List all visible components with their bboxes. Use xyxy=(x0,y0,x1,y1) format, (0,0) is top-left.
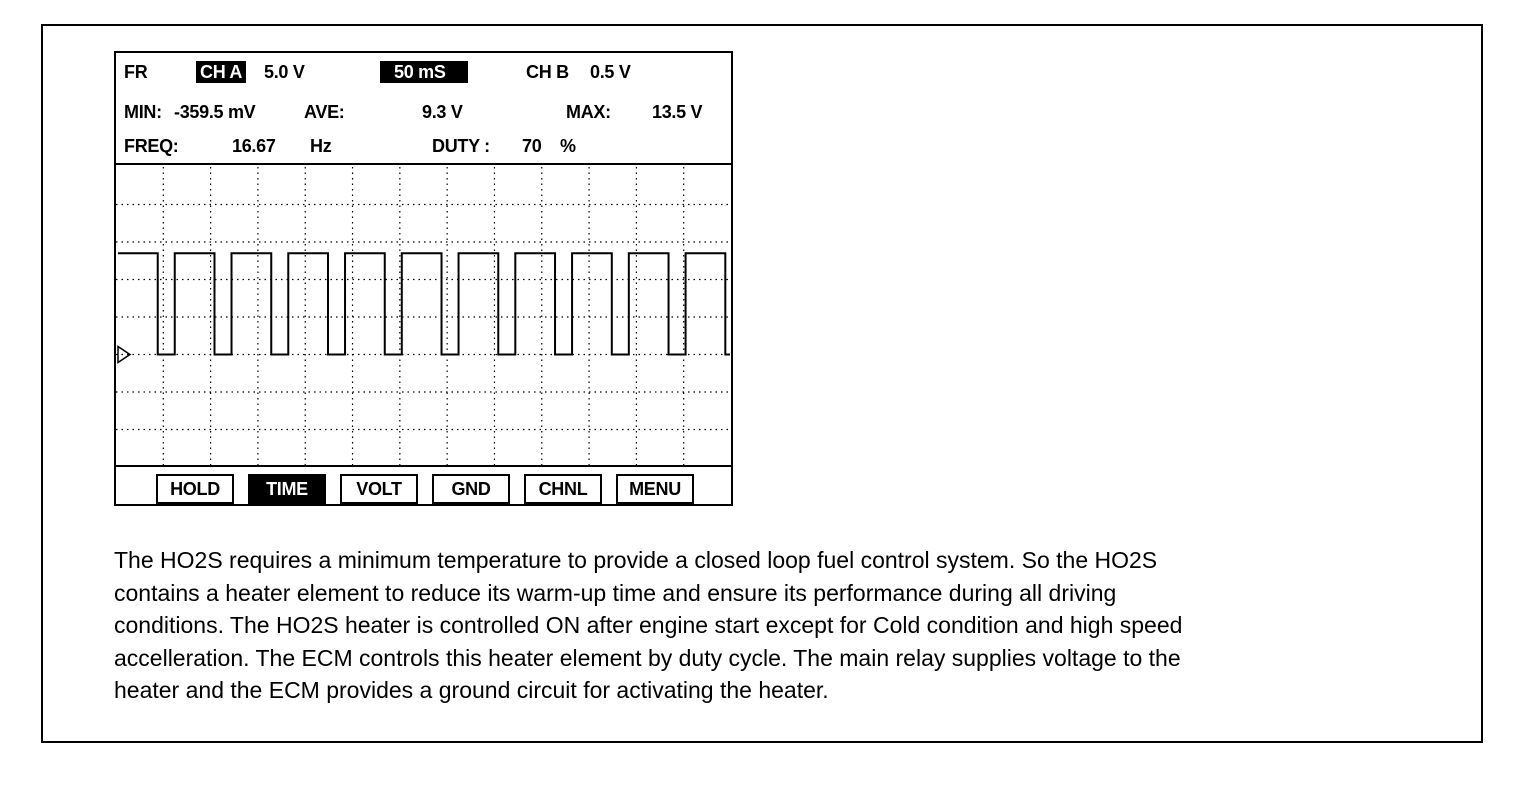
channel-a-label[interactable]: CH A xyxy=(196,61,246,83)
oscilloscope-screen xyxy=(114,51,733,506)
max-value: 13.5 V xyxy=(652,102,703,122)
timebase-label[interactable]: 50 mS xyxy=(380,61,468,83)
mode-label: FR xyxy=(124,62,148,82)
description-line: heater and the ECM provides a ground circuit for activating the heater. xyxy=(114,677,829,703)
min-label: MIN: xyxy=(124,102,162,122)
channel-a-scale: 5.0 V xyxy=(264,62,305,82)
description-line: The HO2S requires a minimum temperature to provide a closed loop fuel control system. So the HO2S xyxy=(114,547,1158,573)
description-line: contains a heater element to reduce its warm-up time and ensure its performance during all driving xyxy=(114,579,1117,606)
duty-label: DUTY : xyxy=(432,136,490,156)
description-text xyxy=(114,544,1414,707)
softkey-bar xyxy=(116,465,731,504)
duty-unit: % xyxy=(560,136,576,156)
menu-button[interactable]: MENU xyxy=(616,474,694,504)
description-line: accelleration. The ECM controls this heater element by duty cycle. The main relay supplies voltage to the xyxy=(114,644,1181,671)
time-button[interactable]: TIME xyxy=(248,474,326,504)
min-value: -359.5 mV xyxy=(174,102,256,122)
ave-label: AVE: xyxy=(304,102,345,122)
description-line: conditions. The HO2S heater is controlled ON after engine start except for Cold condition and high speed xyxy=(114,612,1183,638)
channel-a-trace xyxy=(118,253,730,354)
channel-b-label: CH B xyxy=(526,62,569,82)
scope-header xyxy=(116,53,731,165)
freq-unit: Hz xyxy=(310,136,332,156)
chnl-button[interactable]: CHNL xyxy=(524,474,602,504)
duty-value: 70 xyxy=(522,136,542,156)
ave-value: 9.3 V xyxy=(422,102,463,122)
gnd-button[interactable]: GND xyxy=(432,474,510,504)
freq-value: 16.67 xyxy=(232,136,276,156)
waveform-plot xyxy=(116,165,731,469)
max-label: MAX: xyxy=(566,102,611,122)
freq-label: FREQ: xyxy=(124,136,179,156)
channel-b-scale: 0.5 V xyxy=(590,62,631,82)
volt-button[interactable]: VOLT xyxy=(340,474,418,504)
hold-button[interactable]: HOLD xyxy=(156,474,234,504)
